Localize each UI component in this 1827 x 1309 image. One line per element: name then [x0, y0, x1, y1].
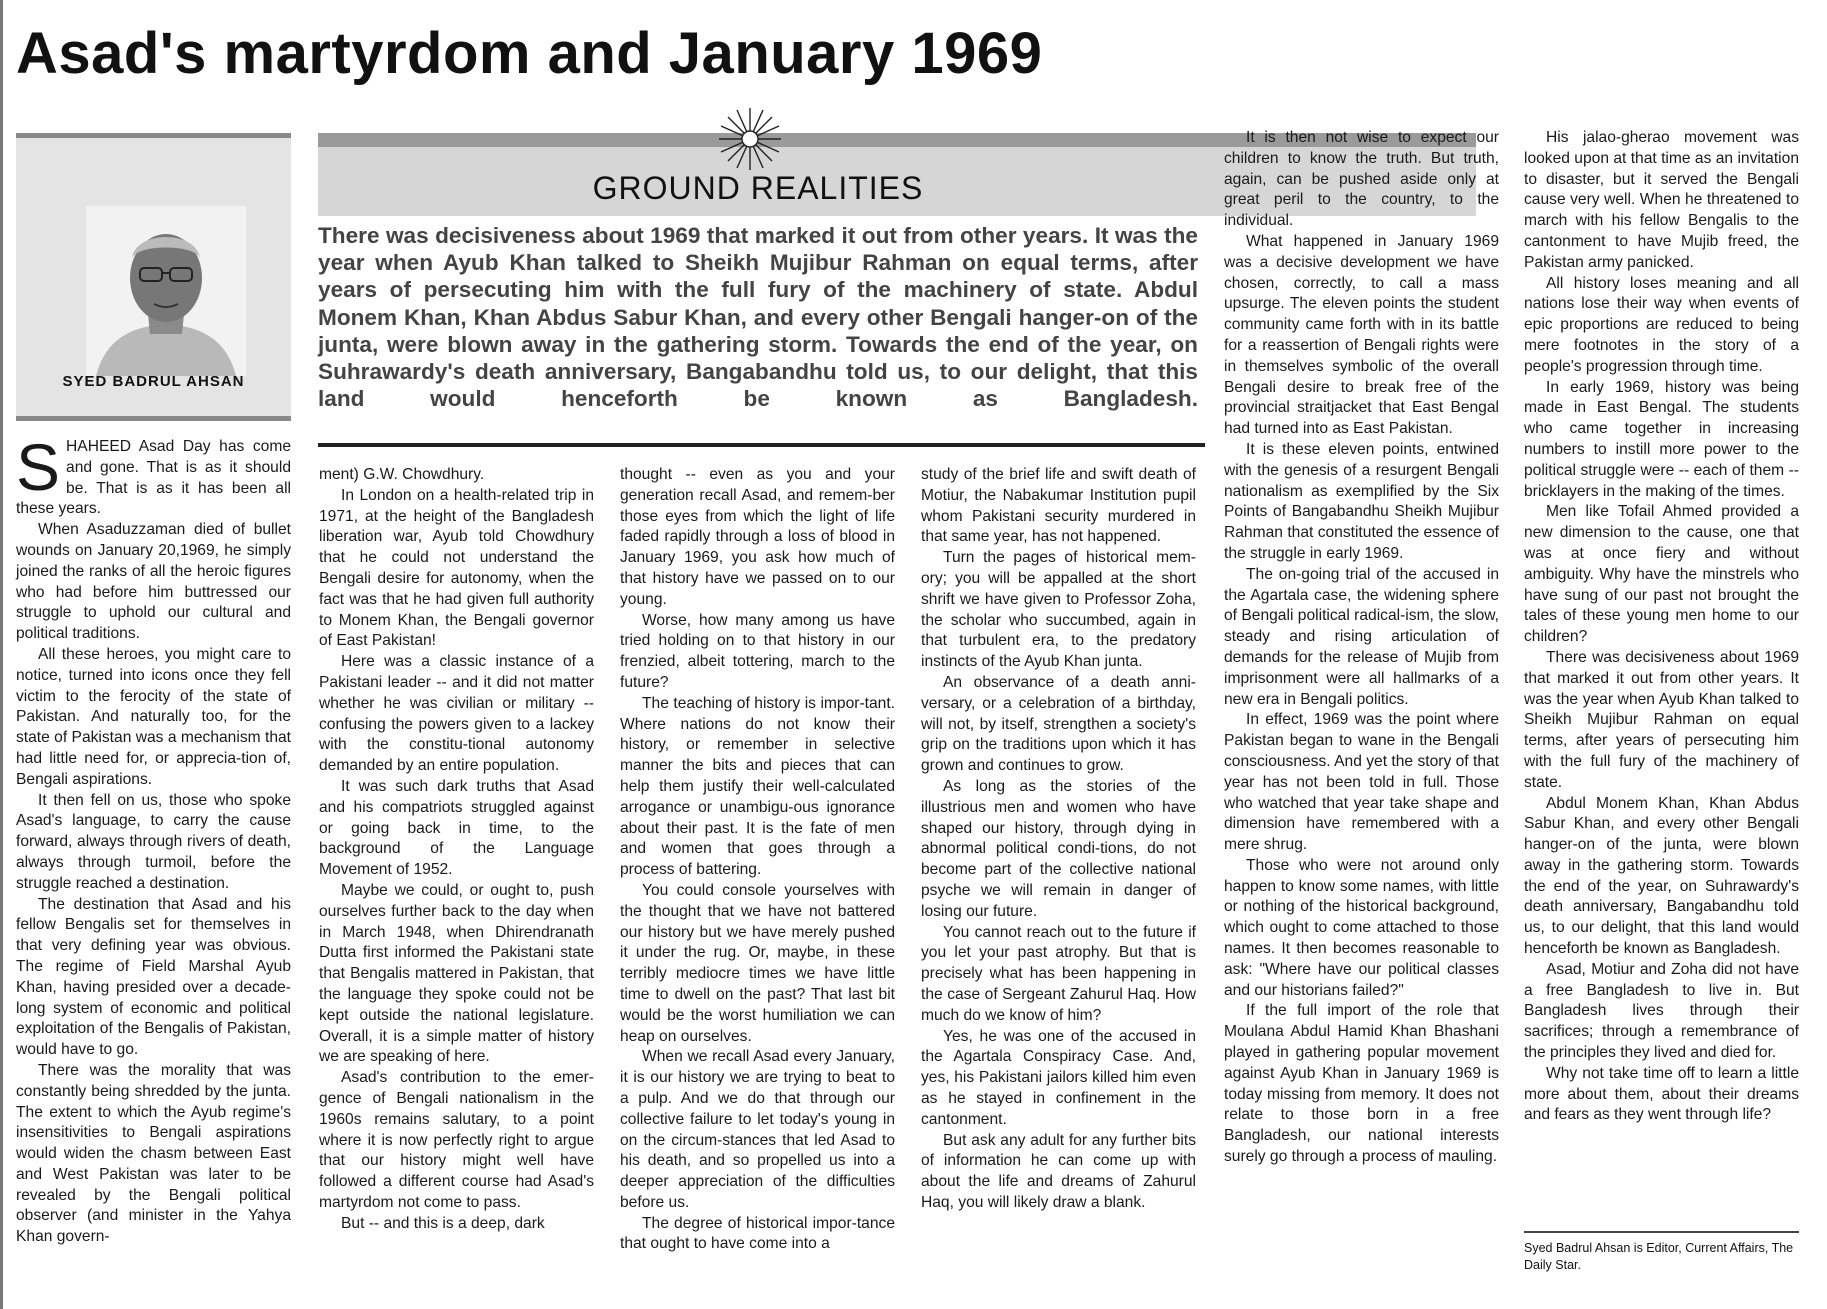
- paragraph: Maybe we could, or ought to, push ourselves further back to the day when in March 1948, when Dhirendranath Dutta first informed the Pakistani state that Bengalis mattered in Pakistan, that the language they spoke could not be kept outside the national legislature. Overall, it is a simple matter of history we are speaking of here.: [319, 881, 594, 1066]
- paragraph: It is then not wise to expect our children to know the truth. But truth, again, can be pushed aside only at great peril to the country, to the individual.: [1224, 129, 1499, 230]
- paragraph: In London on a health-related trip in 1971, at the height of the Bangladesh liberation war, Ayub told Chowdhury that he could not understand the Bengali desire for autonomy, when the fact was that he had given full authority to Monem Khan, the Bengali governor of East Pakistan!: [319, 486, 594, 650]
- paragraph: In early 1969, history was being made in East Bengal. The students who came together in increasing numbers to instill more power to the political struggle were -- each of them -- bricklayers in the making of the times.: [1524, 378, 1799, 500]
- paragraph: Abdul Monem Khan, Khan Abdus Sabur Khan, and every other Bengali hanger-on of the junta, were blown away in the gathering storm. Towards the end of the year, on Suhrawardy's death anniversary, Bangabandhu told us, to our delight, that this land would henceforth be known as Bangladesh.: [1524, 794, 1799, 958]
- paragraph: Worse, how many among us have tried holding on to that history in our frenzied, albeit tottering, march to the future?: [620, 611, 895, 691]
- paragraph: thought -- even as you and your generation recall Asad, and remem-ber those eyes from which the light of life faded rapidly through a loss of blood in January 1969, you ask how much of that history have we passed on to our young.: [620, 466, 895, 608]
- article-column-4: [921, 465, 1196, 1214]
- article-column-3: [620, 465, 895, 1255]
- page-edge-rule: [0, 0, 3, 1309]
- paragraph: study of the brief life and swift death of Motiur, the Nabakumar Institution pupil whom Pakistani security murdered in that same year, has not happened.: [921, 466, 1196, 546]
- section-title: GROUND REALITIES: [592, 170, 924, 206]
- paragraph: The teaching of history is impor-tant. Where nations do not know their history, or remember in selective manner the bits and pieces that can help them justify their well-calculated arrogance or unambigu-ous ignorance about their past. It is the fate of men and women that goes through a process of battering.: [620, 694, 895, 879]
- paragraph: SHAHEED Asad Day has come and gone. That is as it should be. That is as it has been all these years.: [16, 430, 291, 518]
- deck-rule: [318, 443, 1205, 447]
- headline: Asad's martyrdom and January 1969: [16, 21, 1043, 86]
- paragraph: But ask any adult for any further bits of information he can come up with about the life and dreams of Zahurul Haq, you will likely draw a blank.: [921, 1131, 1196, 1211]
- paragraph: ment) G.W. Chowdhury.: [319, 466, 485, 483]
- paragraph: But -- and this is a deep, dark: [341, 1214, 545, 1232]
- paragraph: As long as the stories of the illustrious men and women who have shaped our history, through dying in abnormal political condi-tions, do not become part of the collective national psyche we will remain in danger of losing our future.: [921, 777, 1196, 920]
- paragraph: The degree of historical impor-tance that ought to have come into a: [620, 1214, 895, 1253]
- footnote-rule: [1524, 1231, 1799, 1233]
- drop-cap: S: [16, 430, 61, 504]
- paragraph: You cannot reach out to the future if you let your past atrophy. But that is precisely what has been happening in the case of Sergeant Zahurul Haq. How much do we know of him?: [921, 923, 1196, 1024]
- author-photo: [86, 206, 246, 376]
- article-column-5: [1224, 128, 1499, 1168]
- paragraph: An observance of a death anni-versary, or a celebration of a birthday, will not, by itself, strengthen a society's grip on the traditions upon which it has grown and continues to grow.: [921, 673, 1196, 775]
- paragraph: The destination that Asad and his fellow Bengalis set for themselves in that very defining year was obvious. The regime of Field Marshal Ayub Khan, having presided over a decade-long system of economic and political exploitation of the Bengalis of Pakistan, would have to go.: [16, 895, 291, 1059]
- paragraph: Yes, he was one of the accused in the Agartala Conspiracy Case. And, yes, his Pakistani jailors killed him even as he stayed in confinement in the cantonment.: [921, 1027, 1196, 1128]
- deck-summary: There was decisiveness about 1969 that marked it out from other years. It was the year when Ayub Khan talked to Sheikh Mujibur Rahman on equal terms, after years of persecuting him with the full fury of the machinery of state. Abdul Monem Khan, Khan Abdus Sabur Khan, and every other Bengali hanger-on of the junta, were blown away in the gathering storm. Towards the end of the year, on Suhrawardy's death anniversary, Bangabandhu told us, to our delight, that this land would henceforth be known as Bangladesh.: [318, 223, 1198, 412]
- paragraph: When we recall Asad every January, it is our history we are trying to beat to a pulp. And we do that through our collective failure to let today's young in on the circum-stances that led Asad to his death, and so propelled us into a deeper appreciation of the difficulties before us.: [620, 1048, 895, 1211]
- paragraph: Men like Tofail Ahmed provided a new dimension to the cause, one that was at once fiery and without ambiguity. Why have the minstrels who have sung of our past not brought the tales of these young men home to our children?: [1524, 503, 1799, 646]
- star-ornament-icon: [717, 106, 783, 172]
- paragraph: All history loses meaning and all nations lose their way when events of epic proportions are reduced to being mere footnotes in the story of a people's progression through time.: [1524, 274, 1799, 375]
- paragraph: It is these eleven points, entwined with the genesis of a resurgent Bengali nationalism as exemplified by the Six Points of Bangabandhu Sheikh Mujibur Rahman that constituted the essence of the struggle in early 1969.: [1224, 440, 1499, 562]
- paragraph: Asad, Motiur and Zoha did not have a free Bangladesh to live in. But Bangladesh lives through their sacrifices; through a remembrance of the principles they lived and died for.: [1524, 960, 1799, 1062]
- byline-box: [16, 133, 291, 421]
- author-byline: SYED BADRUL AHSAN: [62, 373, 245, 390]
- article-column-1: [16, 430, 291, 1248]
- paragraph: The on-going trial of the accused in the Agartala case, the widening sphere of Bengali political radical-ism, the slow, steady and rising articulation of demands for the release of Mujib from imprisonment were all hallmarks of a new era in Bengali politics.: [1224, 565, 1499, 708]
- paragraph: Asad's contribution to the emer-gence of Bengali nationalism in the 1960s remains salutary, to a point where it is now perfectly right to argue that our history might well have followed a different course had Asad's martyrdom not come to pass.: [319, 1069, 594, 1211]
- article-column-6: [1524, 128, 1799, 1126]
- paragraph: It then fell on us, those who spoke Asad's language, to carry the cause forward, always through rivers of death, always through turmoil, before the struggle reached a destination.: [16, 791, 291, 892]
- paragraph: In effect, 1969 was the point where Pakistan began to wane in the Bengali consciousness. And yet the story of that year has not been told in full. Those who watched that year take shape and dimension have remembered with a mere shrug.: [1224, 711, 1499, 854]
- paragraph: Here was a classic instance of a Pakistani leader -- and it did not matter whether he was civilian or military -- confusing the powers given to a lackey with the constitu-tional autonomy demanded by an entire population.: [319, 653, 594, 775]
- paragraph: What happened in January 1969 was a decisive development we have chosen, correctly, to call a mass upsurge. The eleven points the student community came forth with in its battle for a reassertion of Bengali rights were in themselves symbolic of the overall Bengali desire to break free of the provincial straitjacket that East Bengal had turned into as East Pakistan.: [1224, 232, 1499, 438]
- paragraph: You could console yourselves with the thought that we have not battered our history but we have merely pushed it under the rug. Or, maybe, in these terribly mediocre times we have little time to dwell on the past? That last bit would be the worst humiliation we can heap on ourselves.: [620, 881, 895, 1045]
- paragraph: If the full import of the role that Moulana Abdul Hamid Khan Bhashani played in gathering popular movement against Ayub Khan in January 1969 is today missing from memory. It does not relate to those born in a free Bangladesh, our national interests surely go through a process of mauling.: [1224, 1002, 1499, 1166]
- article-column-2: [319, 465, 594, 1234]
- paragraph: There was the morality that was constantly being shredded by the junta. The extent to which the Ayub regime's insensitivities to Bengali aspirations would widen the chasm between East and West Pakistan was later to be revealed by the Bengali political observer (and minister in the Yahya Khan govern-: [16, 1061, 291, 1246]
- paragraph: Those who were not around only happen to know some names, with little or nothing of the historical background, which ought to come attached to those names. It then becomes reasonable to ask: "Where have our political classes and our historians failed?": [1224, 856, 1499, 999]
- paragraph: All these heroes, you might care to notice, turned into icons once they fell victim to the ferocity of the state of Pakistan. And naturally too, for the state of Pakistan was a mechanism that had little need for, or apprecia-tion of, Bengali aspirations.: [16, 645, 291, 788]
- paragraph: His jalao-gherao movement was looked upon at that time as an invitation to disaster, but it served the Bengali cause very well. When he threatened to march with his fellow Bengalis to the cantonment to have Mujib freed, the Pakistan army panicked.: [1524, 129, 1799, 271]
- paragraph: Turn the pages of historical mem-ory; you will be appalled at the short shrift we have given to Professor Zoha, the scholar who succumbed, again in that turbulent era, to the predatory instincts of the Ayub Khan junta.: [921, 549, 1196, 671]
- paragraph: Why not take time off to learn a little more about them, about their dreams and fears as they went through life?: [1524, 1064, 1799, 1124]
- paragraph: It was such dark truths that Asad and his compatriots struggled against or going back in time, to the background of the Language Movement of 1952.: [319, 777, 594, 879]
- paragraph: When Asaduzzaman died of bullet wounds on January 20,1969, he simply joined the ranks of all the heroic figures who had before him buttressed our struggle to uphold our cultural and political traditions.: [16, 521, 291, 643]
- author-footnote: Syed Badrul Ahsan is Editor, Current Affairs, The Daily Star.: [1524, 1241, 1794, 1272]
- paragraph: There was decisiveness about 1969 that marked it out from other years. It was the year when Ayub Khan talked to Sheikh Mujibur Rahman on equal terms, after years of persecuting him with the full fury of the machinery of state.: [1524, 648, 1799, 791]
